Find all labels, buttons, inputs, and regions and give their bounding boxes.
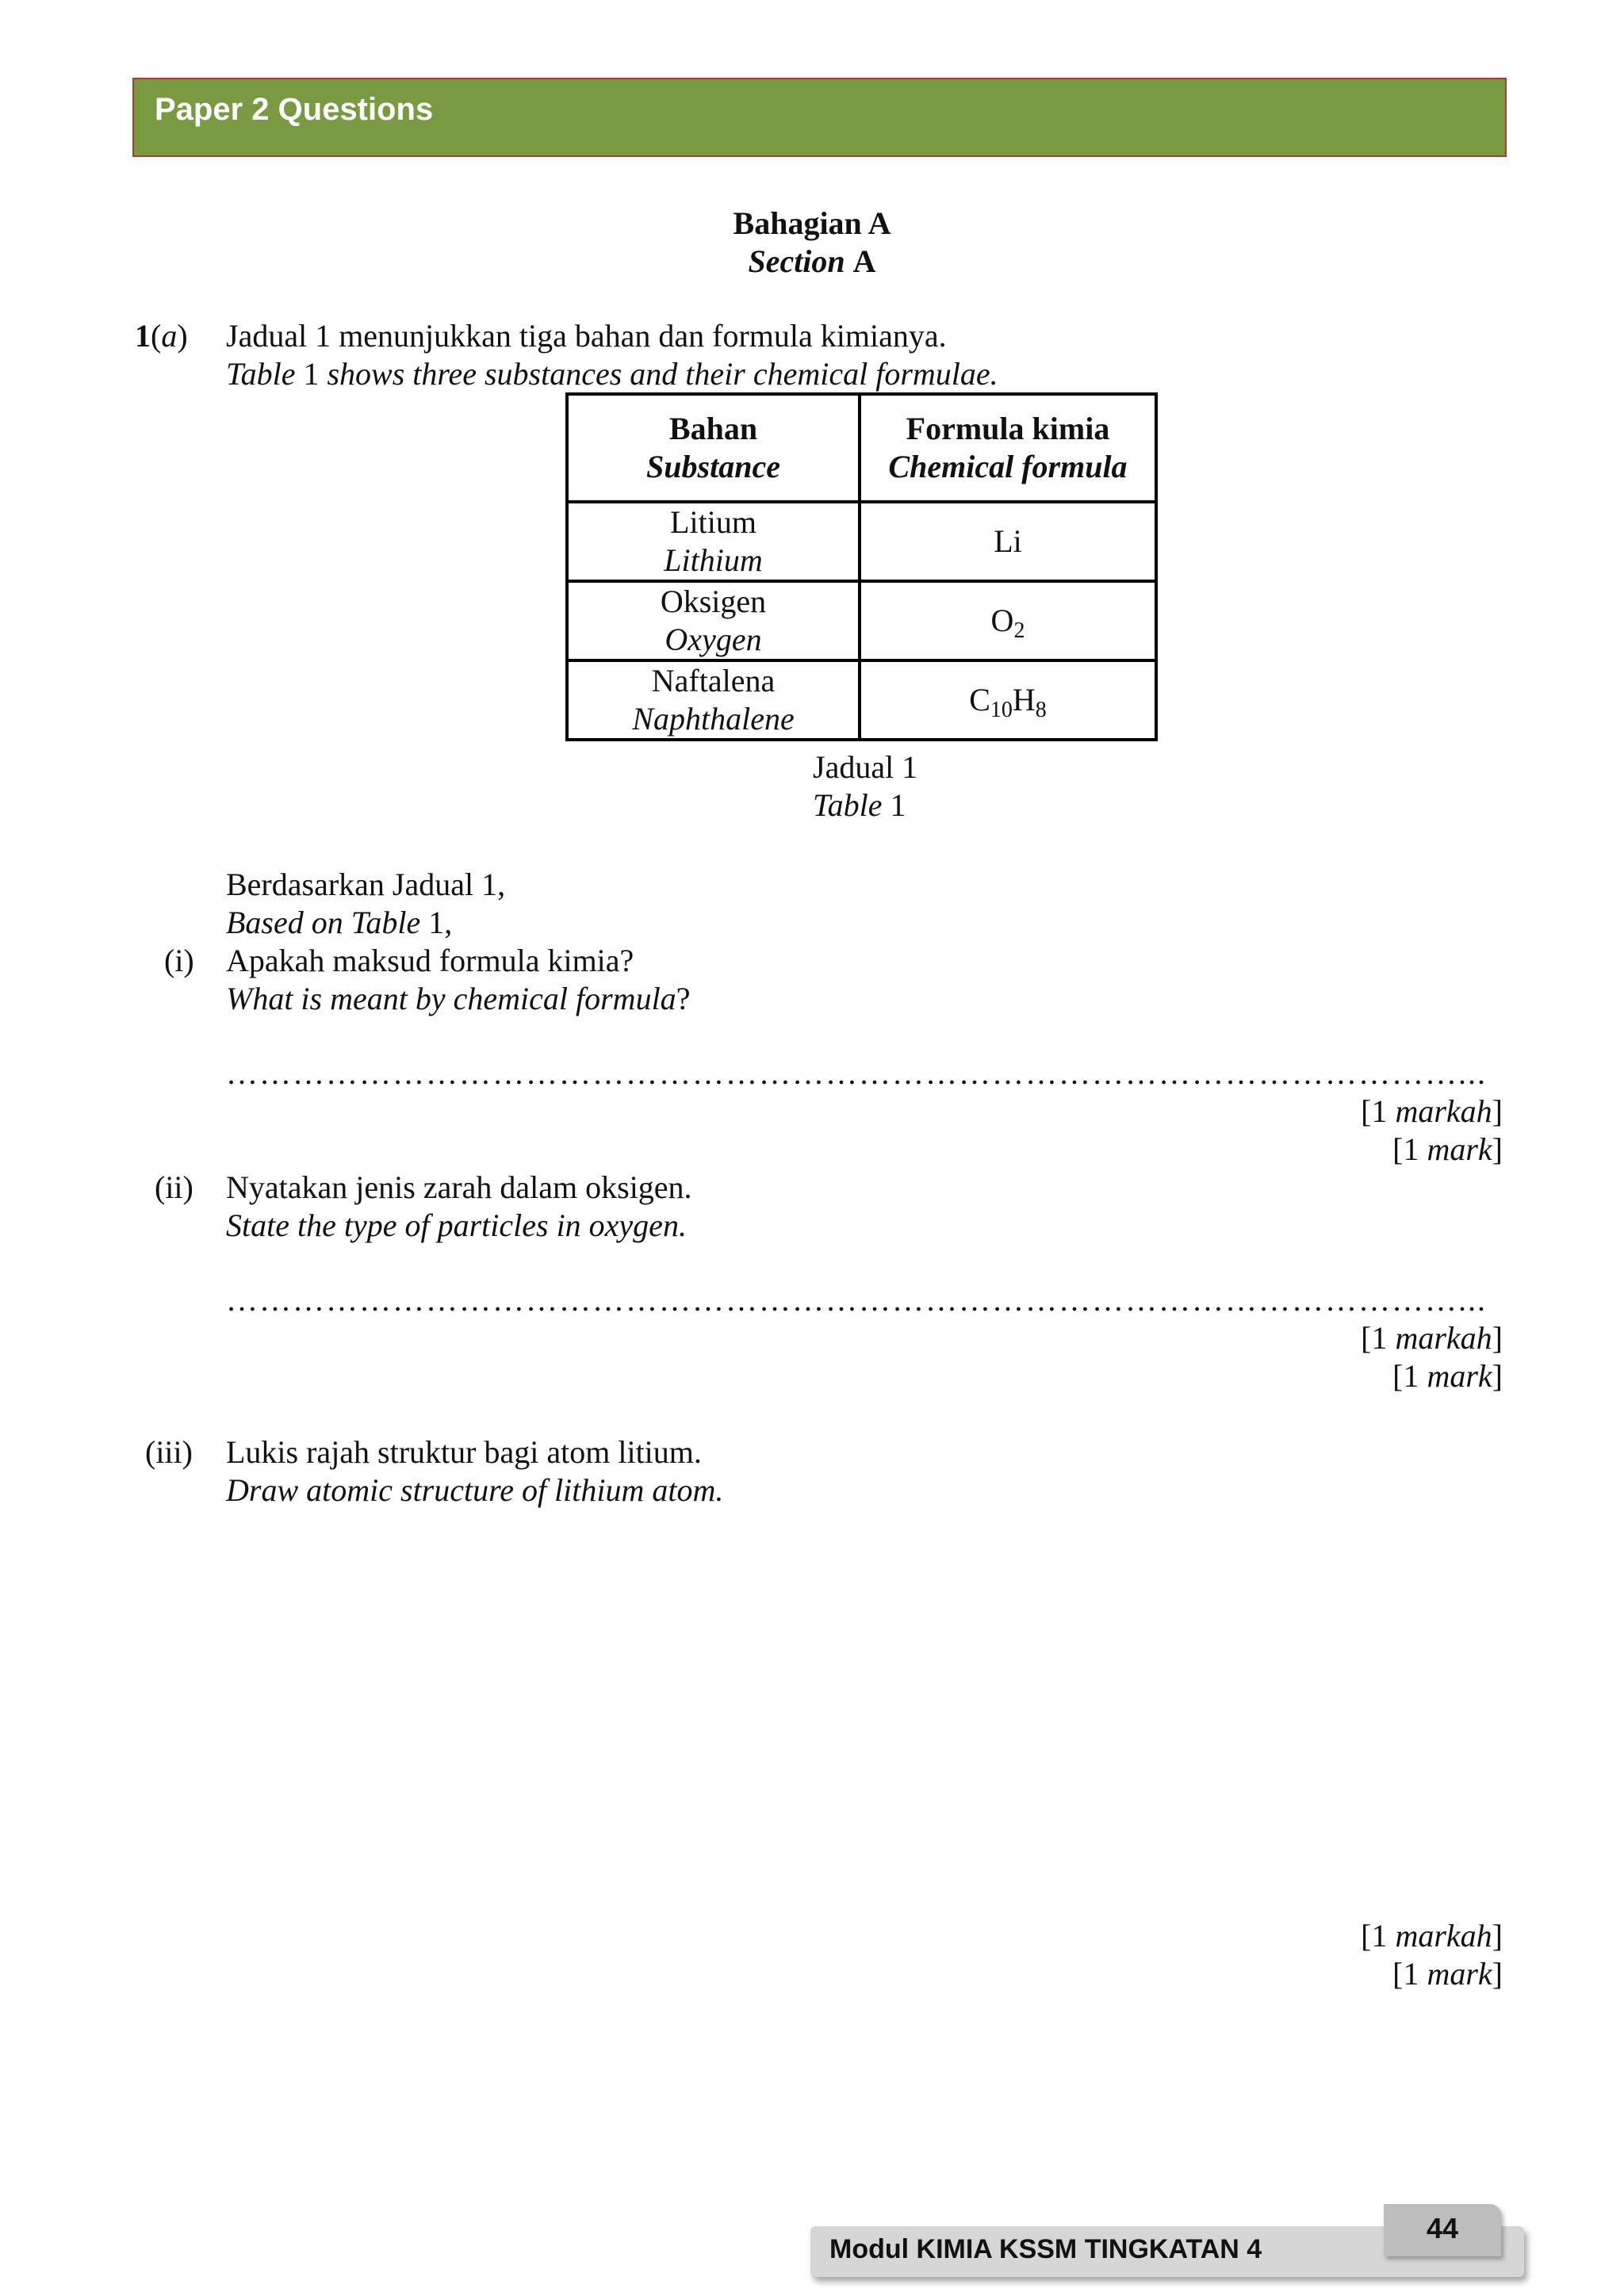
part-question-en: State the type of particles in oxygen. [226, 1207, 687, 1243]
part-label: (i) [164, 943, 194, 978]
formula-cell: Li [860, 502, 1156, 581]
section-title-en: Section A [748, 243, 876, 279]
table-row [567, 502, 1156, 581]
part-question-ms: Apakah maksud formula kimia? [226, 943, 634, 978]
table-caption-ms: Jadual 1 [813, 749, 918, 785]
footer-module-title: Modul KIMIA KSSM TINGKATAN 4 [829, 2234, 1262, 2264]
formula-cell: $O_2$ [860, 581, 1156, 660]
substance-table [565, 392, 1158, 741]
marks-ms: [1 markah] [1361, 1093, 1503, 1129]
part-question-en: What is meant by chemical formula? [226, 981, 691, 1016]
marks-en: [1 mark] [1392, 1131, 1503, 1167]
question-intro-en: Table 1 shows three substances and their chemical formulae. [226, 356, 998, 392]
marks-ms: [1 markah] [1361, 1918, 1503, 1954]
table-row [567, 581, 1156, 660]
page-number: 44 [1426, 2212, 1459, 2244]
part-label: (iii) [145, 1434, 193, 1470]
table-row [567, 660, 1156, 740]
question-number: 1(a) [135, 318, 188, 354]
drawing-area[interactable] [226, 1530, 1504, 1895]
table-caption-en: Table 1 [813, 787, 906, 823]
table-header-cell: Bahan Substance [567, 394, 860, 502]
based-on-en: Based on Table 1, [226, 905, 453, 940]
table-header-cell: Formula kimia Chemical formula [860, 394, 1156, 502]
table-header-row [567, 394, 1156, 502]
substance-cell: Oksigen Oxygen [567, 581, 860, 660]
page-number-tab [1384, 2204, 1501, 2256]
substance-cell: Naftalena Naphthalene [567, 660, 860, 740]
marks-ms: [1 markah] [1361, 1320, 1503, 1356]
formula-cell: $C_{10}H_8$ [860, 660, 1156, 740]
marks-en: [1 mark] [1392, 1956, 1503, 1992]
based-on-ms: Berdasarkan Jadual 1, [226, 867, 506, 902]
header-banner [132, 78, 1507, 157]
question-intro-ms: Jadual 1 menunjukkan tiga bahan dan formula kimianya. [226, 318, 947, 354]
page-header-title: Paper 2 Questions [155, 92, 434, 127]
section-title-ms: Bahagian A [733, 205, 891, 241]
part-question-en: Draw atomic structure of lithium atom. [226, 1472, 724, 1508]
part-label: (ii) [155, 1169, 193, 1205]
substance-cell: Litium Lithium [567, 502, 860, 581]
marks-en: [1 mark] [1392, 1358, 1503, 1394]
part-question-ms: Lukis rajah struktur bagi atom litium. [226, 1434, 702, 1470]
answer-line[interactable]: …………………………………………………………………………………………………... [226, 1282, 1487, 1318]
answer-line[interactable]: …………………………………………………………………………………………………... [226, 1055, 1487, 1091]
part-question-ms: Nyatakan jenis zarah dalam oksigen. [226, 1169, 692, 1205]
